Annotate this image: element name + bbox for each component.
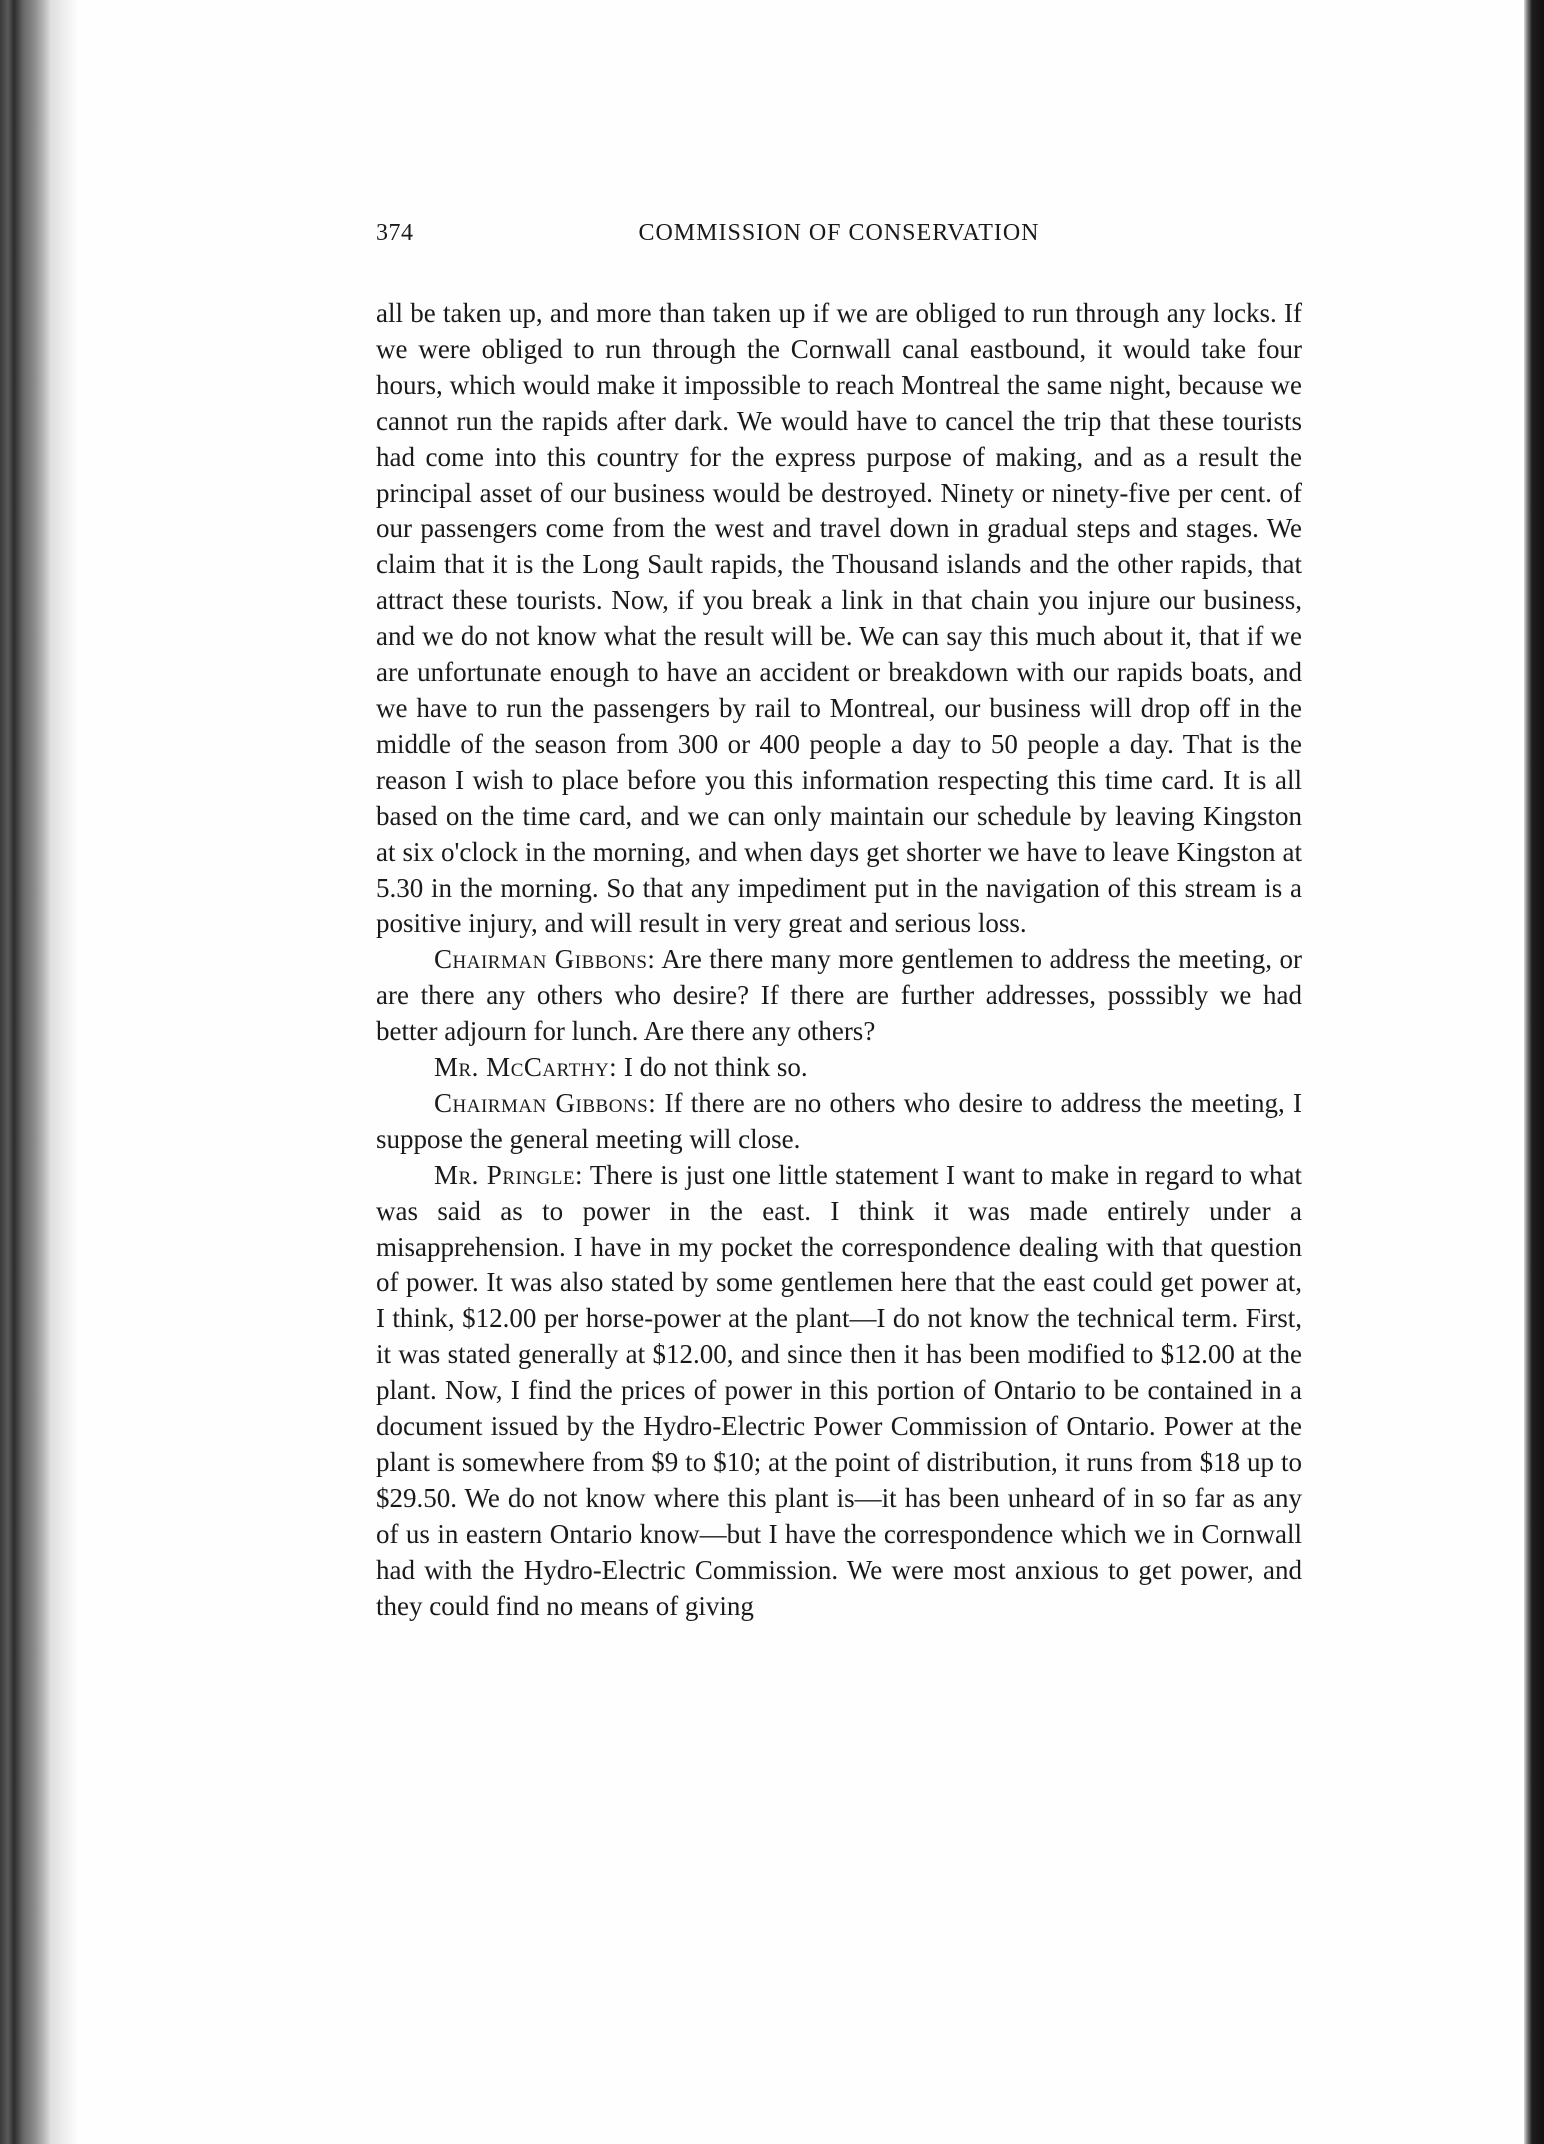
paragraph-text: There is just one little statement I want to make in regard to what was said as to power in the east. I think it was made entirely under a misapprehension. I have in my pocket the correspondence dealing with that question of power. It was also stated by some gentlemen here that the east could get power at, I think, $12.00 per horse-power at the plant—I do not know the technical term. First, it was stated generally at $12.00, and since then it has been modified to $12.00 at the plant. Now, I find the prices of power in this portion of Ontario to be contained in a document issued by the Hydro-Electric Power Commission of Ontario. Power at the plant is somewhere from $9 to $10; at the point of distribution, it runs from $18 up to $29.50. We do not know where this plant is—it has been unheard of in so far as any of us in eastern Ontario know—but I have the correspondence which we in Cornwall had with the Hydro-Electric Commission. We were most anxious to get power, and they could find no means of giving [376,1159,1302,1621]
running-head [376,220,1302,258]
paragraph-continuation [376,296,1302,942]
speaker-name: Mr. McCarthy: [434,1052,618,1083]
facing-page-edge [1524,0,1544,2144]
running-title: COMMISSION OF CONSERVATION [638,220,1040,246]
paragraph-chairman-gibbons-1 [376,942,1302,1050]
page-number: 374 [376,220,414,246]
book-binding-edge [0,0,52,2144]
page-content [376,220,1302,1625]
paragraph-mr-mccarthy [376,1050,1302,1086]
paragraph-text: If there are no others who desire to address the meeting, I suppose the general meeting will close. [376,1087,1302,1154]
speaker-name: Mr. Pringle: [434,1159,583,1190]
paragraph-text: all be taken up, and more than taken up if we are obliged to run through any locks. If we were obliged to run through the Cornwall canal eastbound, it would take four hours, which would make it impossible to reach Montreal the same night, because we cannot run the rapids after dark. We would have to cancel the trip that these tourists had come into this country for the express purpose of making, and as a result the principal asset of our business would be destroyed. Ninety or ninety-five per cent. of our passengers come from the west and travel down in gradual steps and stages. We claim that it is the Long Sault rapids, the Thousand islands and the other rapids, that attract these tourists. Now, if you break a link in that chain you injure our business, and we do not know what the result will be. We can say this much about it, that if we are unfortunate enough to have an accident or breakdown with our rapids boats, and we have to run the passengers by rail to Montreal, our business will drop off in the middle of the season from 300 or 400 people a day to 50 people a day. That is the reason I wish to place before you this information respecting this time card. It is all based on the time card, and we can only maintain our schedule by leaving Kingston at six o'clock in the morning, and when days get shorter we have to leave Kingston at 5.30 in the morning. So that any impediment put in the navigation of this stream is a positive injury, and will result in very great and serious loss. [376,298,1302,939]
body-text [376,296,1302,1625]
paragraph-text: Are there many more gentlemen to address the meeting, or are there any others who desire? If there are further addresses, posssibly we had better adjourn for lunch. Are there any others? [376,944,1302,1047]
gutter-shadow [52,0,78,2144]
speaker-name: Chairman Gibbons: [434,1087,657,1118]
paragraph-text: I do not think so. [617,1052,808,1083]
speaker-name: Chairman Gibbons: [434,944,656,975]
paragraph-mr-pringle [376,1158,1302,1625]
paragraph-chairman-gibbons-2 [376,1086,1302,1158]
